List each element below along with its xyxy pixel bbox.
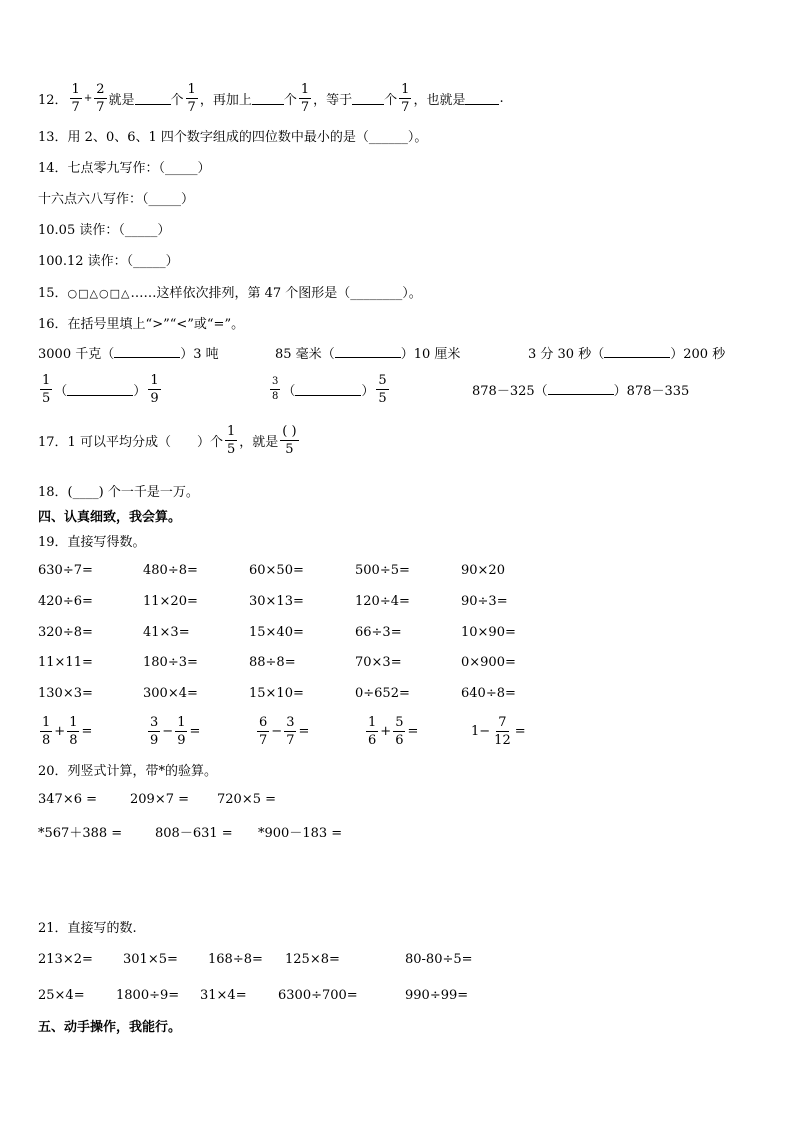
q19-item: 30×13= xyxy=(249,594,304,609)
q12-text: 就是 xyxy=(108,92,135,108)
q12-fraction-b: $\frac{2}{7}$ xyxy=(96,81,105,115)
q19-item: 11×20= xyxy=(143,594,198,609)
q12-text: ，也就是 xyxy=(413,92,466,108)
q12-blank-3[interactable] xyxy=(352,92,384,105)
q12-plus: + xyxy=(83,92,93,104)
q12-fraction-unit: $\frac{1}{7}$ xyxy=(300,81,310,115)
q14-line-3: 10.05 读作：（_____） xyxy=(38,223,171,238)
q19-item: 420÷6= xyxy=(38,594,93,609)
q20-item: *567＋388 = xyxy=(38,826,123,841)
q19-item: 640÷8= xyxy=(461,686,516,701)
q17: 17．1 可以平均分成（ ）个 $\frac{1}{5}$ ，就是 $\frac{( )}{5}$ xyxy=(38,423,297,457)
q16-item-5: $\frac{3}{8}$ （ ） $\frac{5}{5}$ xyxy=(272,372,387,406)
q19-item: 60×50= xyxy=(249,563,304,578)
q19-item: 480÷8= xyxy=(143,563,198,578)
q19-fraction-item: $\frac{3}{9}$ − $\frac{1}{9}$ = xyxy=(150,714,201,748)
q21-item: 125×8= xyxy=(285,952,340,967)
q20-item: 808－631 = xyxy=(155,826,233,841)
q19-item: 500÷5= xyxy=(355,563,410,578)
q12-text: ，等于 xyxy=(313,92,353,108)
q12-blank-4[interactable] xyxy=(465,92,499,105)
q12-text: 个 xyxy=(283,92,297,108)
q12-fraction-a: $\frac{1}{7}$ xyxy=(71,81,80,115)
q12-blank-1[interactable] xyxy=(135,92,171,105)
q12-fraction-unit: $\frac{1}{7}$ xyxy=(187,81,196,115)
q12-number: 12． xyxy=(38,92,68,108)
q21-title: 21．直接写的数. xyxy=(38,921,137,936)
q19-fraction-item: 1− $\frac{7}{12}$ = xyxy=(471,714,526,748)
q19-item: 0×900= xyxy=(461,655,516,670)
q19-item: 180÷3= xyxy=(143,655,198,670)
q12-text: . xyxy=(499,90,504,106)
q16-item-4: $\frac{1}{5}$ （ ） $\frac{1}{9}$ xyxy=(42,372,159,406)
q16-title: 16．在括号里填上“>”“<”或“=”。 xyxy=(38,317,245,332)
section-5-heading: 五、动手操作，我能行。 xyxy=(38,1020,182,1035)
q19-item: 15×10= xyxy=(249,686,304,701)
q12-text: 个 xyxy=(170,92,184,108)
q19-item: 88÷8= xyxy=(249,655,296,670)
q19-item: 10×90= xyxy=(461,625,516,640)
q19-item: 0÷652= xyxy=(355,686,410,701)
q20-item: 209×7 = xyxy=(130,792,190,807)
q21-item: 301×5= xyxy=(123,952,178,967)
q12-fraction-unit: $\frac{1}{7}$ xyxy=(401,81,410,115)
q12-blank-2[interactable] xyxy=(252,92,284,105)
q19-item: 70×3= xyxy=(355,655,402,670)
q20-item: *900－183 = xyxy=(258,826,343,841)
q21-item: 80-80÷5= xyxy=(405,952,473,967)
q14-line-1: 14．七点零九写作：（_____） xyxy=(38,161,211,176)
q12-text: 个 xyxy=(384,92,398,108)
q14-line-2: 十六点六八写作：（_____） xyxy=(38,192,195,207)
q19-item: 630÷7= xyxy=(38,563,93,578)
q14-line-4: 100.12 读作：（_____） xyxy=(38,254,179,269)
section-4-heading: 四、认真细致，我会算。 xyxy=(38,510,182,525)
q19-item: 130×3= xyxy=(38,686,93,701)
q15: 15．○□△○□△……这样依次排列，第 47 个图形是（________）。 xyxy=(38,286,422,301)
q18: 18．(____) 个一千是一万。 xyxy=(38,485,199,500)
q21-item: 6300÷700= xyxy=(278,988,358,1003)
q15-shapes: ○□△○□△ xyxy=(67,287,131,300)
q21-item: 990÷99= xyxy=(405,988,469,1003)
q13: 13．用 2、0、6、1 四个数字组成的四位数中最小的是（______）。 xyxy=(38,130,428,145)
q21-item: 31×4= xyxy=(200,988,247,1003)
q12-line xyxy=(38,80,504,116)
q16-item-2: 85 毫米（ ）10 厘米 xyxy=(275,347,461,362)
q19-item: 320÷8= xyxy=(38,625,93,640)
q19-fraction-item: $\frac{1}{6}$ + $\frac{5}{6}$ = xyxy=(368,714,419,748)
q19-item: 11×11= xyxy=(38,655,93,670)
q19-item: 90÷3= xyxy=(461,594,508,609)
q21-item: 1800÷9= xyxy=(116,988,180,1003)
q19-item: 15×40= xyxy=(249,625,304,640)
q19-title: 19．直接写得数。 xyxy=(38,535,146,550)
q19-item: 120÷4= xyxy=(355,594,410,609)
q19-fraction-item: $\frac{1}{8}$ + $\frac{1}{8}$ = xyxy=(42,714,93,748)
q19-item: 66÷3= xyxy=(355,625,402,640)
q19-fraction-item: $\frac{6}{7}$ − $\frac{3}{7}$ = xyxy=(259,714,310,748)
q21-item: 213×2= xyxy=(38,952,93,967)
q20-item: 720×5 = xyxy=(217,792,277,807)
q16-item-6: 878－325（ ）878－335 xyxy=(472,384,690,399)
q21-item: 168÷8= xyxy=(208,952,263,967)
q20-item: 347×6 = xyxy=(38,792,98,807)
q19-item: 41×3= xyxy=(143,625,190,640)
q19-item: 90×20 xyxy=(461,563,505,578)
q16-item-1: 3000 千克（ ）3 吨 xyxy=(38,347,219,362)
q12-text: ，再加上 xyxy=(199,92,252,108)
q20-title: 20．列竖式计算，带*的验算。 xyxy=(38,764,218,779)
q19-item: 300×4= xyxy=(143,686,198,701)
q16-item-3: 3 分 30 秒（ ）200 秒 xyxy=(528,347,726,362)
q21-item: 25×4= xyxy=(38,988,85,1003)
